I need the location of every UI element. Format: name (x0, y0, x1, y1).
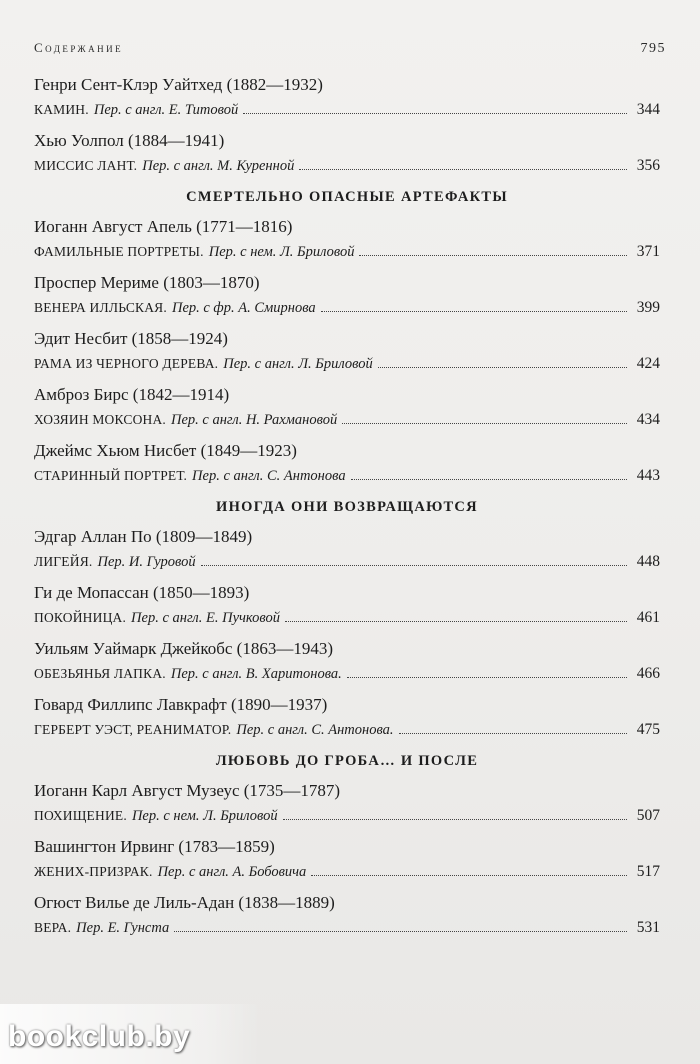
work-line (34, 860, 660, 884)
watermark-text: bookclub.by (8, 1020, 191, 1053)
entry-page-number: 448 (636, 553, 660, 570)
author-line: Генри Сент-Клэр Уайтхед (1882—1932) (34, 75, 323, 94)
dot-leader (174, 930, 627, 932)
author-line: Эдгар Аллан По (1809—1849) (34, 527, 253, 546)
toc-entry (34, 214, 660, 264)
author-line: Вашингтон Ирвинг (1783—1859) (34, 837, 275, 856)
translator-credit: Пер. с нем. Л. Бриловой (208, 244, 355, 260)
dot-leader (321, 310, 627, 312)
work-line (34, 804, 660, 828)
toc-entry (34, 692, 660, 742)
section-heading: ИНОГДА ОНИ ВОЗВРАЩАЮТСЯ (216, 499, 478, 515)
toc-entry (34, 778, 660, 828)
entry-page-number: 424 (636, 355, 660, 372)
work-line (34, 352, 660, 376)
entry-page-number: 475 (636, 721, 660, 738)
translator-credit: Пер. с англ. Е. Пучковой (131, 610, 281, 626)
work-line (34, 606, 660, 630)
entry-page-number: 531 (636, 919, 660, 936)
toc-entry (34, 834, 660, 884)
translator-credit: Пер. Е. Гунста (76, 920, 170, 936)
entry-page-number: 466 (636, 665, 660, 682)
work-title: ПОХИЩЕНИЕ. (34, 808, 127, 823)
dot-leader (359, 254, 627, 256)
entry-page-number: 517 (636, 863, 660, 880)
work-line (34, 240, 660, 264)
translator-credit: Пер. с англ. С. Антонова (192, 468, 346, 484)
work-line (34, 464, 660, 488)
translator-credit: Пер. с нем. Л. Бриловой (131, 808, 278, 824)
entry-page-number: 356 (636, 157, 660, 174)
author-line: Эдит Несбит (1858—1924) (34, 329, 228, 348)
entry-page-number: 434 (636, 411, 660, 428)
watermark (0, 1004, 260, 1064)
author-line: Амброз Бирс (1842—1914) (34, 385, 230, 404)
translator-credit: Пер. с фр. А. Смирнова (171, 300, 316, 316)
work-title: КАМИН. (34, 102, 89, 117)
translator-credit: Пер. с англ. А. Бобовича (157, 864, 307, 880)
section-heading: СМЕРТЕЛЬНО ОПАСНЫЕ АРТЕФАКТЫ (186, 189, 508, 205)
entry-page-number: 443 (636, 467, 660, 484)
author-line: Огюст Вилье де Лиль-Адан (1838—1889) (34, 893, 335, 912)
work-line (34, 154, 660, 178)
author-line: Джеймс Хьюм Нисбет (1849—1923) (34, 441, 297, 460)
work-line (34, 550, 660, 574)
dot-leader (351, 478, 627, 480)
work-title: РАМА ИЗ ЧЕРНОГО ДЕРЕВА. (34, 356, 219, 371)
dot-leader (378, 366, 627, 368)
work-title: ГЕРБЕРТ УЭСТ, РЕАНИМАТОР. (34, 722, 232, 737)
work-title: ЛИГЕЙЯ. (34, 554, 93, 569)
dot-leader (347, 676, 627, 678)
work-line (34, 408, 660, 432)
work-line (34, 296, 660, 320)
running-head (34, 40, 666, 57)
work-title: МИССИС ЛАНТ. (34, 158, 138, 173)
work-line (34, 718, 660, 742)
dot-leader (283, 818, 627, 820)
page-number: 795 (640, 41, 666, 56)
work-line (34, 662, 660, 686)
dot-leader (311, 874, 627, 876)
author-line: Хью Уолпол (1884—1941) (34, 131, 225, 150)
entry-page-number: 461 (636, 609, 660, 626)
table-of-contents (34, 72, 660, 946)
work-title: СТАРИННЫЙ ПОРТРЕТ. (34, 468, 188, 483)
toc-entry (34, 438, 660, 488)
entry-page-number: 344 (636, 101, 660, 118)
author-line: Уильям Уаймарк Джейкобс (1863—1943) (34, 639, 334, 658)
translator-credit: Пер. с англ. Е. Титовой (93, 102, 239, 118)
dot-leader (285, 620, 627, 622)
author-line: Иоганн Август Апель (1771—1816) (34, 217, 293, 236)
dot-leader (201, 564, 627, 566)
work-title: ПОКОЙНИЦА. (34, 610, 127, 625)
toc-entry (34, 72, 660, 122)
dot-leader (342, 422, 627, 424)
author-line: Иоганн Карл Август Музеус (1735—1787) (34, 781, 341, 800)
translator-credit: Пер. с англ. Н. Рахмановой (171, 412, 338, 428)
translator-credit: Пер. с англ. С. Антонова. (236, 722, 394, 738)
entry-page-number: 399 (636, 299, 660, 316)
translator-credit: Пер. с англ. В. Харитонова. (170, 666, 342, 682)
translator-credit: Пер. с англ. М. Куренной (142, 158, 295, 174)
author-line: Ги де Мопассан (1850—1893) (34, 583, 250, 602)
translator-credit: Пер. И. Гуровой (97, 554, 196, 570)
work-line (34, 916, 660, 940)
author-line: Проспер Мериме (1803—1870) (34, 273, 260, 292)
toc-entry (34, 270, 660, 320)
author-line: Говард Филлипс Лавкрафт (1890—1937) (34, 695, 328, 714)
entry-page-number: 371 (636, 243, 660, 260)
toc-entry (34, 326, 660, 376)
work-title: ФАМИЛЬНЫЕ ПОРТРЕТЫ. (34, 244, 204, 259)
toc-entry (34, 890, 660, 940)
toc-entry (34, 128, 660, 178)
section-heading: ЛЮБОВЬ ДО ГРОБА… И ПОСЛЕ (215, 753, 479, 769)
toc-entry (34, 636, 660, 686)
work-title: ЖЕНИХ-ПРИЗРАК. (34, 864, 153, 879)
work-line (34, 98, 660, 122)
running-head-title: Содержание (34, 40, 124, 55)
toc-entry (34, 524, 660, 574)
work-title: ХОЗЯИН МОКСОНА. (34, 412, 166, 427)
translator-credit: Пер. с англ. Л. Бриловой (223, 356, 373, 372)
toc-entry (34, 382, 660, 432)
entry-page-number: 507 (636, 807, 660, 824)
toc-entry (34, 580, 660, 630)
work-title: ОБЕЗЬЯНЬЯ ЛАПКА. (34, 666, 166, 681)
work-title: ВЕНЕРА ИЛЛЬСКАЯ. (34, 300, 167, 315)
dot-leader (243, 112, 627, 114)
dot-leader (399, 732, 627, 734)
work-title: ВЕРА. (34, 920, 72, 935)
dot-leader (299, 168, 627, 170)
